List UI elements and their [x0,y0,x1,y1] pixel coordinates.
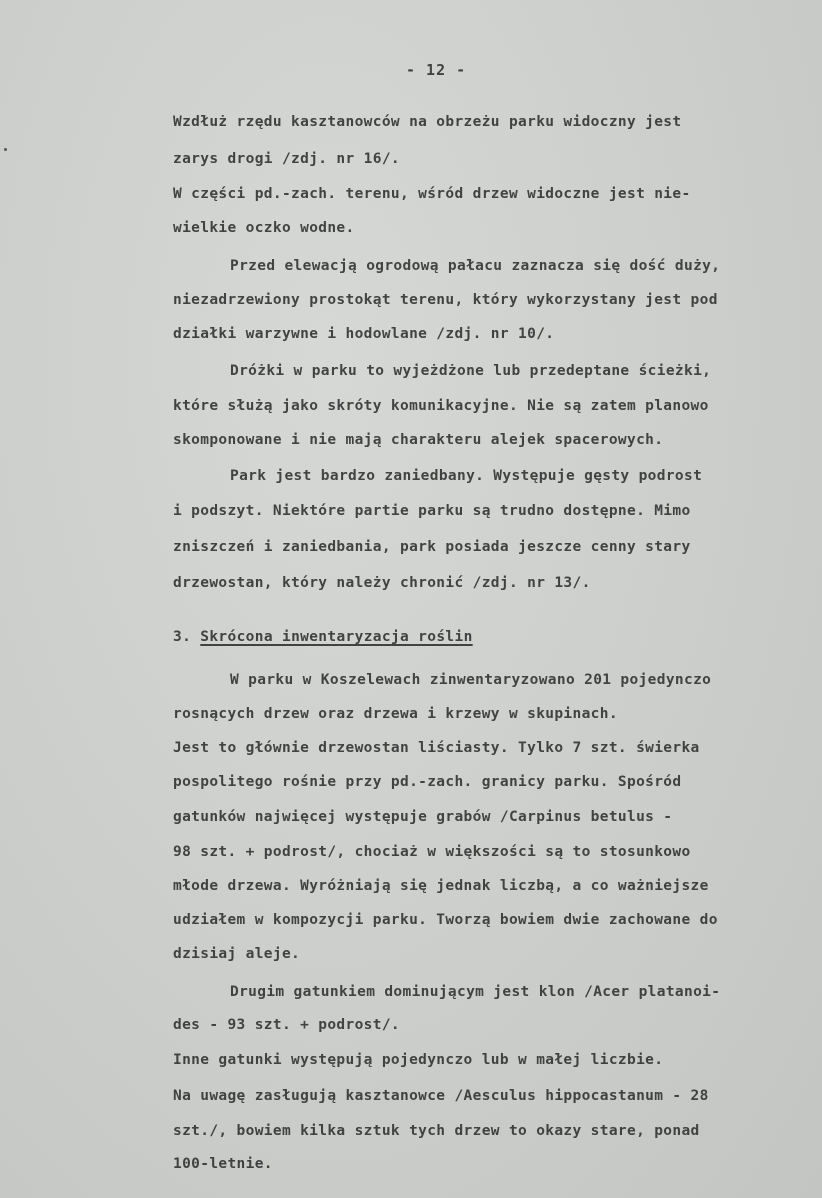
text-line: Jest to głównie drzewostan liściasty. Tylko 7 szt. świerka [173,740,700,756]
text-line: Inne gatunki występują pojedynczo lub w małej liczbie. [173,1052,664,1068]
text-line: des - 93 szt. + podrost/. [173,1017,400,1033]
text-line: 98 szt. + podrost/, chociaż w większości są to stosunkowo [173,844,691,860]
section-number: 3. [173,629,192,645]
text-line: Park jest bardzo zaniedbany. Występuje gęsty podrost [230,468,703,484]
text-line: drzewostan, który należy chronić /zdj. nr 13/. [173,575,591,591]
text-line: działki warzywne i hodowlane /zdj. nr 10/. [173,326,555,342]
text-line: młode drzewa. Wyróżniają się jednak liczbą, a co ważniejsze [173,878,709,894]
page-number: - 12 - [406,61,467,79]
text-line: zniszczeń i zaniedbania, park posiada jeszcze cenny stary [173,539,691,555]
text-line: które służą jako skróty komunikacyjne. Nie są zatem planowo [173,398,709,414]
text-line: Na uwagę zasługują kasztanowce /Aesculus hippocastanum - 28 [173,1088,709,1104]
section-title: Skrócona inwentaryzacja roślin [200,629,473,645]
text-line: dzisiaj aleje. [173,946,301,962]
text-line: niezadrzewiony prostokąt terenu, który wykorzystany jest pod [173,292,718,308]
text-line: gatunków najwięcej występuje grabów /Carpinus betulus - [173,809,673,825]
text-line: rosnących drzew oraz drzewa i krzewy w skupinach. [173,706,618,722]
scan-speck [4,148,7,151]
text-line: Dróżki w parku to wyjeżdżone lub przedeptane ścieżki, [230,363,712,379]
text-line: i podszyt. Niektóre partie parku są trudno dostępne. Mimo [173,503,691,519]
text-line: udziałem w kompozycji parku. Tworzą bowiem dwie zachowane do [173,912,718,928]
text-line: wielkie oczko wodne. [173,220,355,236]
text-line: W części pd.-zach. terenu, wśród drzew widoczne jest nie- [173,186,691,202]
section-heading [173,627,473,647]
text-line: zarys drogi /zdj. nr 16/. [173,151,400,167]
text-line: pospolitego rośnie przy pd.-zach. granicy parku. Spośród [173,774,682,790]
text-line: Przed elewacją ogrodową pałacu zaznacza się dość duży, [230,258,721,274]
text-line: 100-letnie. [173,1156,273,1172]
text-line: Wzdłuż rzędu kasztanowców na obrzeżu parku widoczny jest [173,114,682,130]
text-line: szt./, bowiem kilka sztuk tych drzew to okazy stare, ponad [173,1123,700,1139]
text-line: skomponowane i nie mają charakteru alejek spacerowych. [173,432,664,448]
text-line: W parku w Koszelewach zinwentaryzowano 201 pojedynczo [230,672,712,688]
text-line: Drugim gatunkiem dominującym jest klon /Acer platanoi- [230,984,721,1000]
